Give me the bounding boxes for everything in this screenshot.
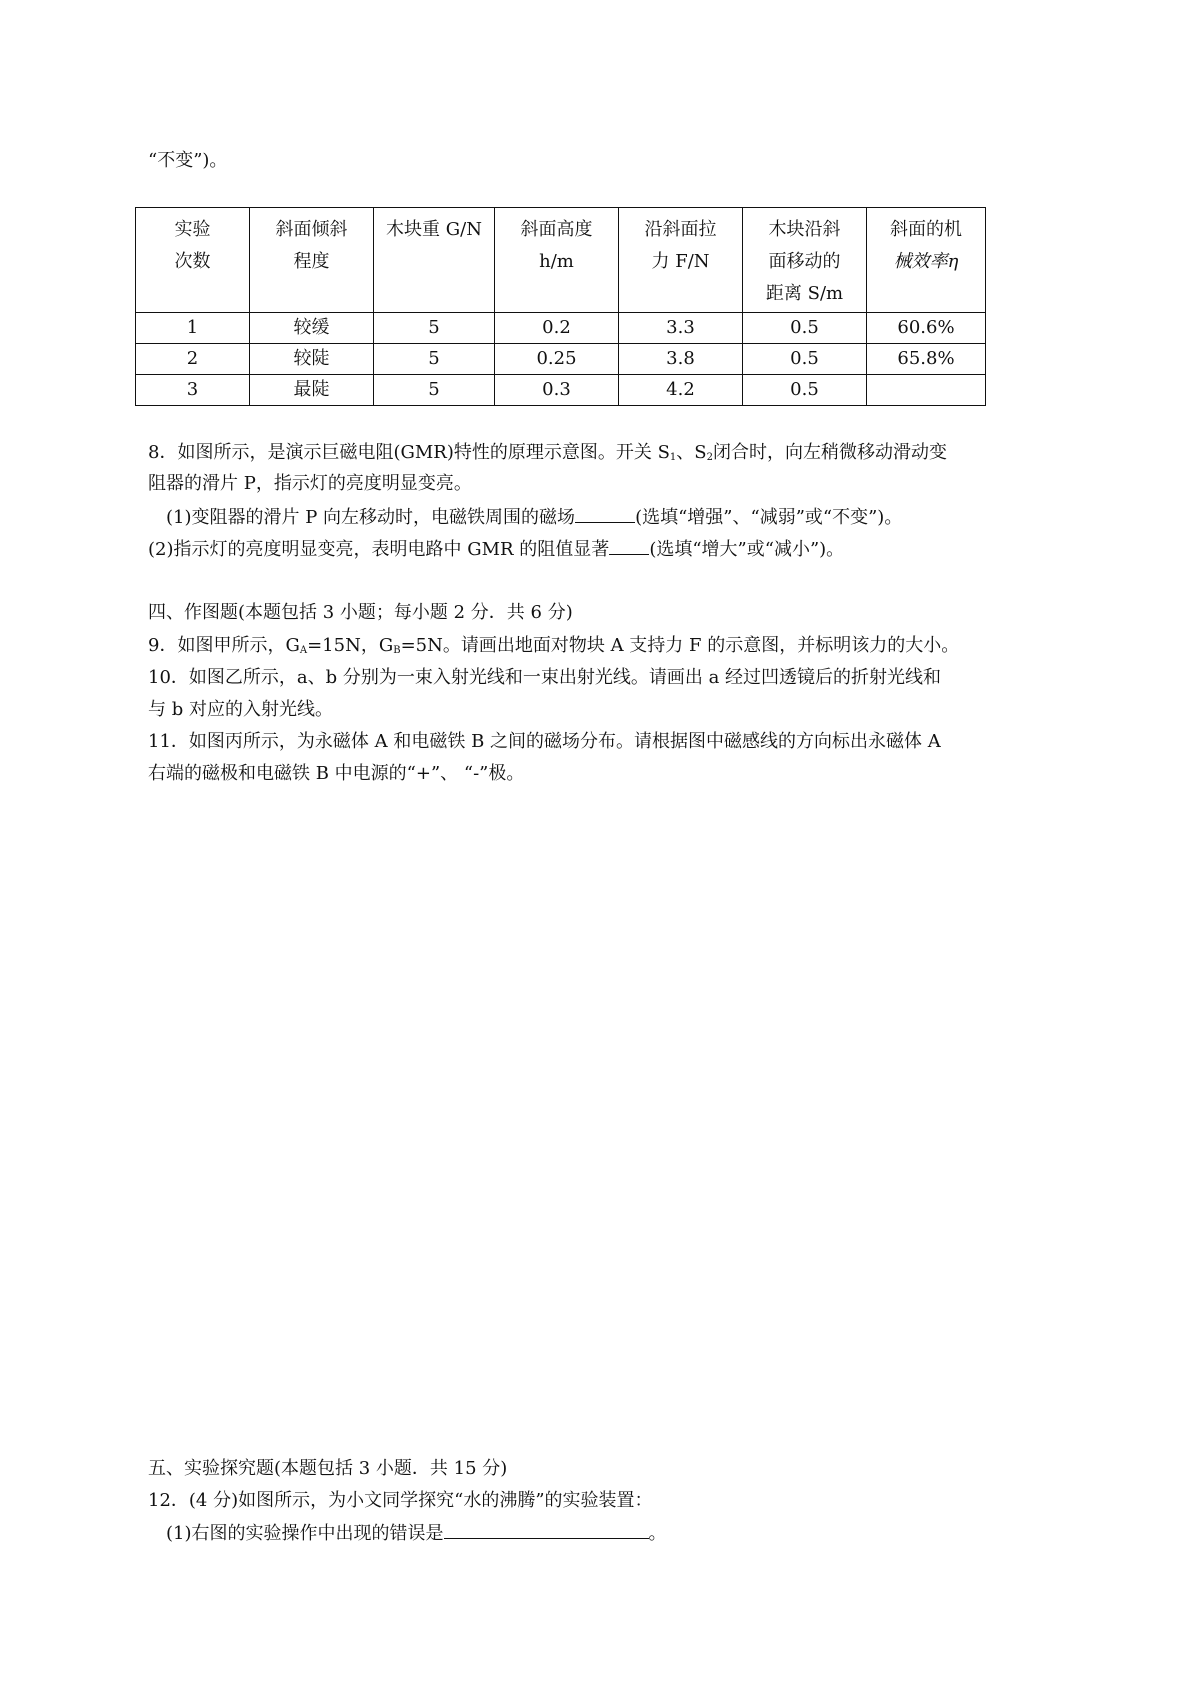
answer-blank[interactable]: [575, 504, 635, 523]
cell: 0.25: [495, 344, 619, 375]
q10-line1: 10．如图乙所示，a、b 分别为一束入射光线和一束出射光线。请画出 a 经过凹透镜后的折射光线和: [148, 667, 942, 688]
cell: 0.5: [743, 344, 867, 375]
cell: 较陡: [250, 344, 374, 375]
cell: 60.6%: [867, 313, 986, 344]
continued-text: “不变”)。: [148, 150, 228, 171]
header-cell: 斜面倾斜 程度: [250, 208, 374, 313]
section-5-title: 五、实验探究题(本题包括 3 小题．共 15 分): [148, 1458, 508, 1479]
table-row: [136, 313, 986, 344]
q8-subquestion-1: (1)变阻器的滑片 P 向左移动时，电磁铁周围的磁场 (选填“增强”、“减弱”或“不变”)。: [166, 504, 902, 531]
cell: 最陡: [250, 375, 374, 406]
cell: 3.8: [619, 344, 743, 375]
table-header-row: [136, 208, 986, 313]
q8-line1: 8．如图所示，是演示巨磁电阻(GMR)特性的原理示意图。开关 $S_1$、$S_2$闭合时，向左稍微移动滑动变: [148, 442, 948, 463]
header-cell: 木块重 G/N: [374, 208, 495, 313]
header-cell: 木块沿斜 面移动的 距离 S/m: [743, 208, 867, 313]
header-cell: 沿斜面拉 力 F/N: [619, 208, 743, 313]
answer-blank[interactable]: [609, 536, 649, 555]
cell: 65.8%: [867, 344, 986, 375]
cell: 较缓: [250, 313, 374, 344]
cell: 4.2: [619, 375, 743, 406]
cell: 5: [374, 313, 495, 344]
header-cell: 实验 次数: [136, 208, 250, 313]
cell: 5: [374, 375, 495, 406]
q8-subquestion-2: (2)指示灯的亮度明显变亮，表明电路中 GMR 的阻值显著 (选填“增大”或“减小”)。: [148, 536, 844, 563]
cell: [867, 375, 986, 406]
table-row: [136, 375, 986, 406]
q12-subquestion-1: (1)右图的实验操作中出现的错误是 。: [166, 1520, 667, 1547]
cell: 0.2: [495, 313, 619, 344]
q8-line2: 阻器的滑片 P，指示灯的亮度明显变亮。: [148, 473, 472, 494]
experiment-table: [135, 207, 986, 406]
cell: 0.3: [495, 375, 619, 406]
q9: 9．如图甲所示，$G_A=15N$，$G_B=5N$。请画出地面对物块 A 支持力 F 的示意图，并标明该力的大小。: [148, 635, 960, 656]
cell: 1: [136, 313, 250, 344]
q12: 12．(4 分)如图所示，为小文同学探究“水的沸腾”的实验装置：: [148, 1490, 653, 1511]
cell: 0.5: [743, 375, 867, 406]
cell: 0.5: [743, 313, 867, 344]
cell: 5: [374, 344, 495, 375]
header-cell: 斜面高度 h/m: [495, 208, 619, 313]
cell: 3: [136, 375, 250, 406]
cell: 3.3: [619, 313, 743, 344]
table-row: [136, 344, 986, 375]
q11-line1: 11．如图丙所示，为永磁体 A 和电磁铁 B 之间的磁场分布。请根据图中磁感线的方向标出永磁体 A: [148, 731, 941, 752]
q11-line2: 右端的磁极和电磁铁 B 中电源的“+”、 “-”极。: [148, 763, 525, 784]
header-cell: 斜面的机 械效率η: [867, 208, 986, 313]
cell: 2: [136, 344, 250, 375]
q10-line2: 与 b 对应的入射光线。: [148, 699, 333, 720]
section-4-title: 四、作图题(本题包括 3 小题；每小题 2 分．共 6 分): [148, 602, 573, 623]
answer-blank[interactable]: [444, 1520, 649, 1539]
